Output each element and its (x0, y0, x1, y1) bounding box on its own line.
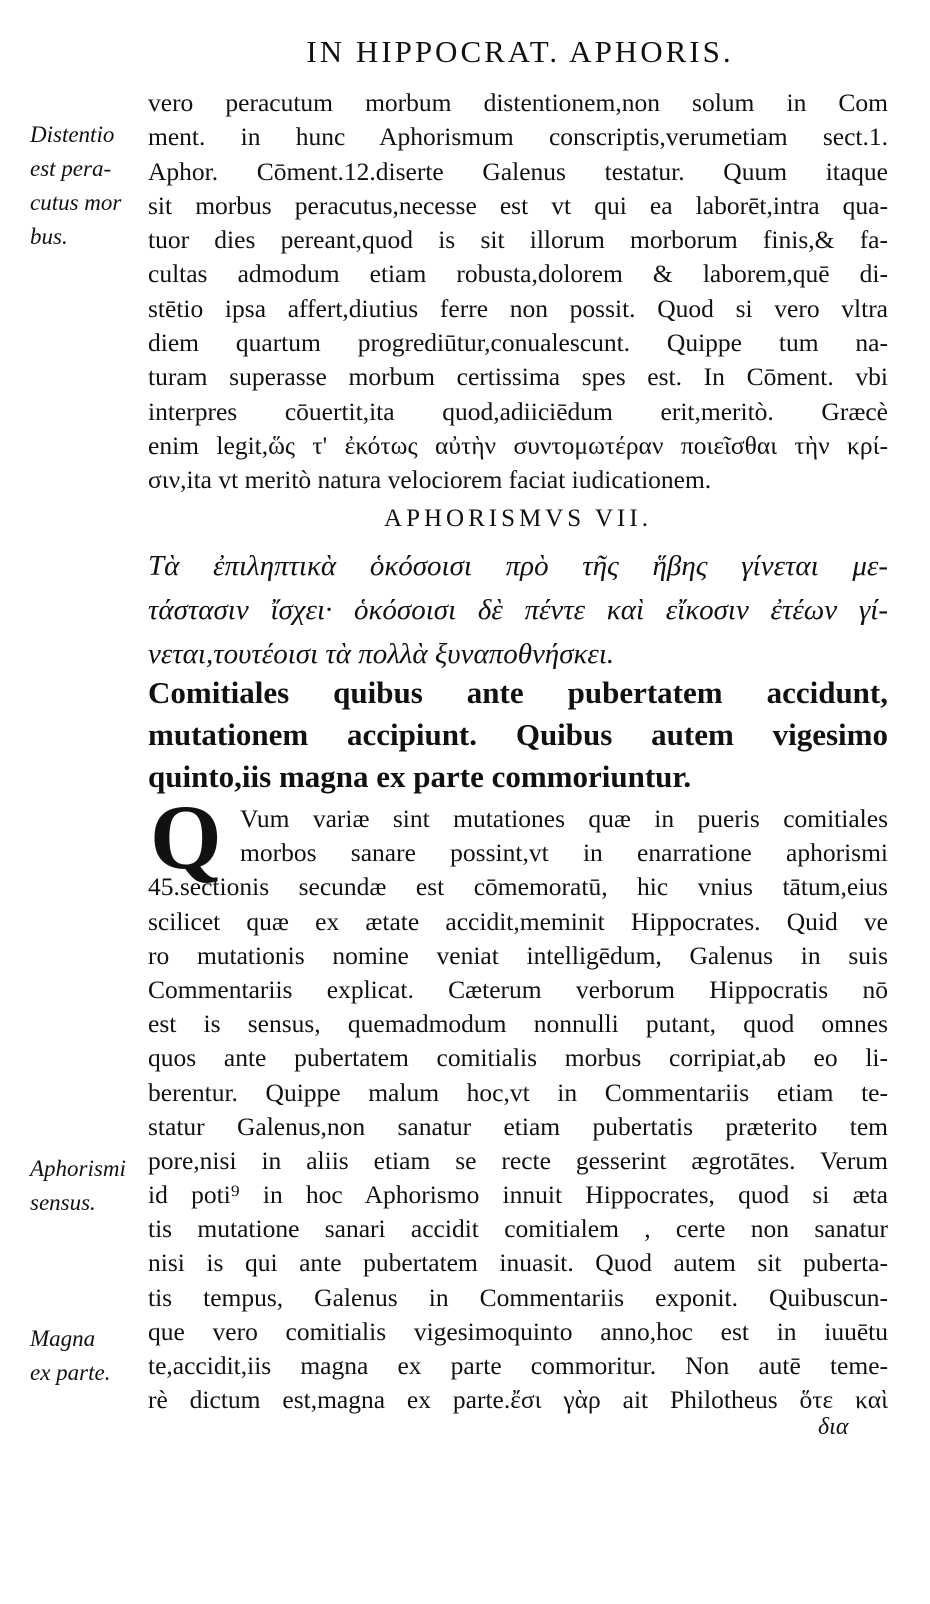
greek-line: Τὰ ἐπιληπτικὰ ὁκόσοισι πρὸ τῆς ἥβης γίνεται με- (148, 550, 888, 582)
text-line: tis tempus, Galenus in Commentariis exponit. Quibuscun- (148, 1282, 888, 1312)
text-line: rè dictum est,magna ex parte.ἔσι γὰρ ait Philotheus ὅτε καὶ (148, 1385, 888, 1415)
commentary-bottom (148, 786, 888, 1417)
text-line: tis mutatione sanari accidit comitialem , certe non sanatur (148, 1214, 888, 1244)
text-line: cultas admodum etiam robusta,dolorem & laborem,quē di- (148, 259, 888, 289)
text-line: pore,nisi in aliis etiam se recte gesserint ægrotātes. Verum (148, 1145, 888, 1175)
margin-line: ex parte. (30, 1360, 111, 1385)
text-line: berentur. Quippe malum hoc,vt in Commentariis etiam te- (148, 1077, 888, 1107)
commentary-top (148, 86, 888, 498)
text-line: nisi is qui ante pubertatem inuasit. Quod autem sit puberta- (148, 1248, 888, 1278)
text-line: que vero comitialis vigesimoquinto anno,hoc est in iuuētu (148, 1316, 888, 1346)
text-line: morbos sanare possint,vt in enarratione aphorismi (240, 838, 888, 868)
text-line: vero peracutum morbum distentionem,non solum in Com (148, 88, 888, 117)
text-line: statur Galenus,non sanatur etiam pubertatis præterito tem (148, 1111, 888, 1141)
text-line: 45.sectionis secundæ est cōmemoratū, hic vnius tātum,eius (148, 872, 888, 902)
text-line: Commentariis explicat. Cæterum verborum Hippocratis nō (148, 974, 888, 1004)
text-line: tuor dies pereant,quod is sit illorum morborum finis,& fa- (148, 225, 888, 255)
drop-capital: Q (150, 786, 222, 888)
greek-line: νεται,τουτέοισι τὰ πολλὰ ξυναποθνήσκει. (148, 638, 615, 670)
margin-line: Aphorismi (30, 1156, 126, 1181)
catchword: δια (818, 1414, 849, 1440)
text-line: σιν,ita vt meritò natura velociorem faciat iudicationem. (148, 465, 712, 495)
text-line: quos ante pubertatem comitialis morbus corripiat,ab eo li- (148, 1043, 888, 1073)
text-line: diem quartum progrediūtur,conualescunt. Quippe tum na- (148, 328, 888, 358)
section-heading: APHORISMVS VII. (384, 505, 652, 532)
text-line: Vum variæ sint mutationes quæ in pueris comitiales (240, 804, 888, 833)
latin-line: Comitiales quibus ante pubertatem accidunt, (148, 675, 888, 710)
text-line: scilicet quæ ex ætate accidit,meminit Hippocrates. Quid ve (148, 906, 888, 936)
aphorism-greek (148, 544, 888, 676)
text-line: ment. in hunc Aphorismum conscriptis,verumetiam sect.1. (148, 122, 888, 152)
greek-line: τάστασιν ἴσχει· ὁκόσοισι δὲ πέντε καὶ εἴκοσιν ἐτέων γί- (148, 594, 888, 626)
aphorism-latin (148, 672, 888, 798)
text-line: id poti⁹ in hoc Aphorismo innuit Hippocrates, quod si æta (148, 1180, 888, 1210)
margin-line: cutus mor (30, 190, 122, 215)
margin-line: bus. (30, 224, 68, 249)
text-line: sit morbus peracutus,necesse est vt qui ea laborēt,intra qua- (148, 190, 888, 220)
text-line: stētio ipsa affert,diutius ferre non possit. Quod si vero vltra (148, 293, 888, 323)
latin-line: mutationem accipiunt. Quibus autem vigesimo (148, 717, 888, 752)
margin-line: Magna (30, 1326, 96, 1351)
text-line: ro mutationis nomine veniat intelligēdum, Galenus in suis (148, 940, 888, 970)
margin-line: sensus. (30, 1190, 96, 1215)
margin-line: est pera- (30, 156, 112, 181)
text-line: turam superasse morbum certissima spes est. In Cōment. vbi (148, 362, 888, 392)
text-line: Aphor. Cōment.12.diserte Galenus testatur. Quum itaque (148, 156, 888, 186)
margin-note-distentio (30, 118, 146, 254)
margin-line: Distentio (30, 122, 115, 147)
text-line: enim legit,ὥς τ' ἐκότως αὐτὴν συντομωτέραν ποιεῖσθαι τὴν κρί- (148, 430, 888, 460)
margin-note-magna (30, 1322, 146, 1390)
latin-line: quinto,iis magna ex parte commoriuntur. (148, 759, 692, 794)
margin-note-sensus (30, 1152, 146, 1220)
running-header: IN HIPPOCRAT. APHORIS. (306, 34, 734, 69)
text-line: interpres cōuertit,ita quod,adiiciēdum erit,meritò. Græcè (148, 396, 888, 426)
text-line: est is sensus, quemadmodum nonnulli putant, quod omnes (148, 1009, 888, 1039)
text-line: te,accidit,iis magna ex parte commoritur. Non autē teme- (148, 1351, 888, 1380)
